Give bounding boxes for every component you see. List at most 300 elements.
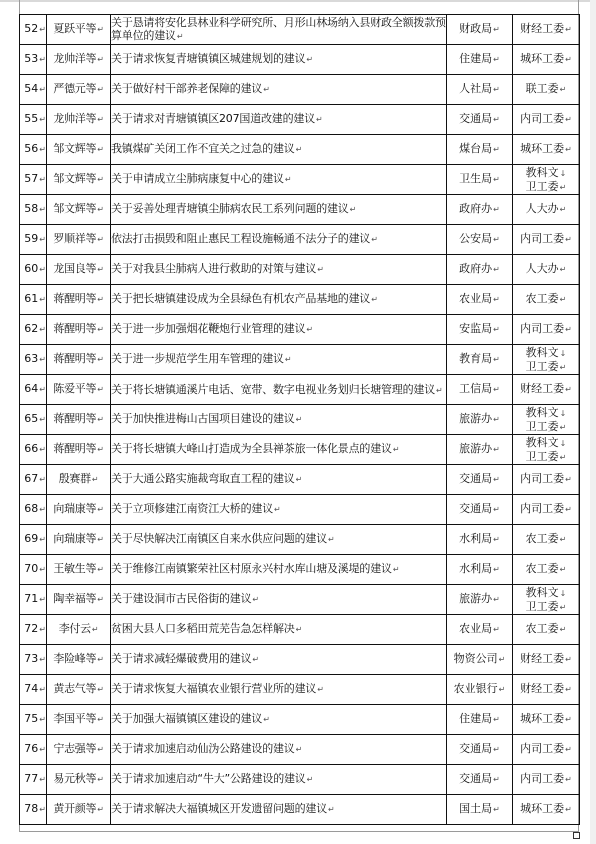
window-right-edge [590, 0, 596, 844]
paragraph-mark-icon: ↵ [306, 55, 313, 64]
row-number-cell[interactable] [20, 525, 47, 555]
handling-department: 农业局 [459, 622, 493, 635]
paragraph-mark-icon: ↵ [493, 115, 500, 124]
paragraph-mark-icon: ↵ [263, 85, 270, 94]
paragraph-mark-icon: ↵ [39, 505, 46, 514]
proposer-name-cell[interactable] [47, 75, 111, 105]
suggestion-title-cell[interactable] [111, 405, 447, 435]
row-number: 58 [24, 202, 39, 215]
handling-department-cell[interactable] [447, 195, 513, 225]
paragraph-mark-icon: ↵ [559, 535, 567, 544]
row-number: 61 [24, 292, 39, 305]
row-number-cell[interactable] [20, 585, 47, 615]
supervising-committee-cell[interactable] [513, 165, 580, 195]
row-number-cell[interactable] [20, 195, 47, 225]
paragraph-mark-icon: ↵ [97, 655, 104, 664]
proposer-name-cell[interactable] [47, 255, 111, 285]
paragraph-mark-icon: ↵ [39, 595, 46, 604]
proposer-name-cell[interactable] [47, 195, 111, 225]
paragraph-mark-icon: ↵ [371, 235, 378, 244]
proposer-name-cell[interactable] [47, 765, 111, 795]
row-number: 64 [24, 382, 39, 395]
row-number-cell[interactable] [20, 45, 47, 75]
row-number-cell[interactable] [20, 285, 47, 315]
suggestion-title-cell[interactable] [111, 495, 447, 525]
proposer-name: 黄开颜等 [53, 802, 97, 815]
row-number: 76 [24, 742, 39, 755]
paragraph-mark-icon: ↵ [559, 182, 567, 192]
row-number-cell[interactable] [20, 15, 47, 45]
paragraph-mark-icon: ↵ [559, 625, 567, 634]
handling-department-cell[interactable] [447, 615, 513, 645]
proposer-name-cell[interactable] [47, 165, 111, 195]
handling-department-cell[interactable] [447, 585, 513, 615]
paragraph-mark-icon: ↵ [493, 235, 500, 244]
paragraph-mark-icon: ↵ [39, 265, 46, 274]
row-number-cell[interactable] [20, 315, 47, 345]
handling-department-cell[interactable] [447, 165, 513, 195]
handling-department-cell[interactable] [447, 555, 513, 585]
committee-line-1: 教科文 [525, 585, 559, 599]
paragraph-mark-icon: ↵ [306, 775, 314, 784]
paragraph-mark-icon: ↵ [97, 175, 104, 184]
committee-line-1: 教科文 [525, 165, 559, 179]
handling-department-cell[interactable] [447, 735, 513, 765]
handling-department-cell[interactable] [447, 45, 513, 75]
proposer-name-cell[interactable] [47, 285, 111, 315]
proposer-name: 蒋醒明等 [53, 442, 97, 455]
paragraph-mark-icon: ↵ [39, 745, 46, 754]
handling-department-cell[interactable] [447, 405, 513, 435]
handling-department: 物资公司 [453, 652, 498, 665]
paragraph-mark-icon: ↵ [39, 805, 46, 814]
paragraph-mark-icon: ↵ [493, 595, 500, 604]
suggestion-title-cell[interactable] [111, 75, 447, 105]
paragraph-mark-icon: ↵ [493, 55, 500, 64]
handling-department-cell[interactable] [447, 765, 513, 795]
paragraph-mark-icon: ↵ [565, 145, 572, 154]
suggestion-title-cell[interactable] [111, 675, 447, 705]
paragraph-mark-icon: ↵ [39, 535, 46, 544]
row-number-cell[interactable] [20, 465, 47, 495]
paragraph-mark-icon: ↵ [97, 85, 104, 94]
line-break-arrow-icon: ↓ [559, 438, 567, 448]
supervising-committee-cell[interactable] [513, 525, 580, 555]
row-number-cell[interactable] [20, 735, 47, 765]
proposer-name: 蒋醒明等 [53, 322, 97, 335]
table-row [20, 525, 580, 555]
line-break-arrow-icon: ↓ [559, 348, 567, 358]
table-row [20, 495, 580, 525]
paragraph-mark-icon: ↵ [493, 535, 500, 544]
proposer-name-cell[interactable] [47, 135, 111, 165]
suggestion-title-cell[interactable] [111, 165, 447, 195]
paragraph-mark-icon: ↵ [498, 685, 506, 694]
paragraph-mark-icon: ↵ [493, 805, 500, 814]
row-number-cell[interactable] [20, 75, 47, 105]
table-row [20, 105, 580, 135]
suggestion-title-cell[interactable] [111, 435, 447, 465]
suggestion-title-cell[interactable] [111, 15, 447, 45]
handling-department-cell[interactable] [447, 435, 513, 465]
row-number-cell[interactable] [20, 255, 47, 285]
row-number-cell[interactable] [20, 495, 47, 525]
table-row [20, 285, 580, 315]
row-number-cell[interactable] [20, 135, 47, 165]
paragraph-mark-icon: ↵ [97, 235, 104, 244]
paragraph-mark-icon: ↵ [493, 625, 500, 634]
proposer-name: 蒋醒明等 [53, 352, 97, 365]
paragraph-mark-icon: ↵ [97, 25, 104, 34]
handling-department: 交通局 [459, 742, 493, 755]
handling-department-cell[interactable] [447, 75, 513, 105]
handling-department-cell[interactable] [447, 375, 513, 405]
handling-department: 交通局 [459, 502, 493, 515]
proposer-name: 易元秋等 [53, 772, 97, 785]
proposer-name: 邹文辉等 [53, 172, 97, 185]
handling-department-cell[interactable] [447, 645, 513, 675]
supervising-committee-cell[interactable] [513, 645, 580, 675]
row-number: 57 [24, 172, 39, 185]
paragraph-mark-icon: ↵ [91, 475, 99, 484]
paragraph-mark-icon: ↵ [97, 415, 104, 424]
suggestion-title-cell[interactable] [111, 645, 447, 675]
handling-department-cell[interactable] [447, 525, 513, 555]
committee-line-1: 教科文 [525, 405, 559, 419]
supervising-committee-cell[interactable] [513, 435, 580, 465]
paragraph-mark-icon: ↵ [97, 745, 104, 754]
suggestions-table [19, 14, 580, 825]
supervising-committee: 内司工委 [520, 772, 565, 785]
paragraph-mark-icon: ↵ [39, 145, 46, 154]
paragraph-mark-icon: ↵ [39, 775, 46, 784]
proposer-name-cell[interactable] [47, 15, 111, 45]
row-number-cell[interactable] [20, 645, 47, 675]
paragraph-mark-icon: ↵ [39, 565, 46, 574]
suggestion-title-cell[interactable] [111, 615, 447, 645]
paragraph-mark-icon: ↵ [317, 265, 324, 274]
suggestion-title-cell[interactable] [111, 255, 447, 285]
proposer-name: 蒋醒明等 [53, 412, 97, 425]
proposer-name: 殷赛群 [58, 472, 91, 485]
suggestion-title-cell[interactable] [111, 135, 447, 165]
suggestion-title-cell[interactable] [111, 555, 447, 585]
handling-department: 农业局 [459, 292, 493, 305]
table-row [20, 765, 580, 795]
handling-department-cell[interactable] [447, 345, 513, 375]
proposer-name: 黄志气等 [53, 682, 97, 695]
paragraph-mark-icon: ↵ [39, 325, 46, 334]
row-number: 74 [24, 682, 39, 695]
paragraph-mark-icon: ↵ [97, 295, 104, 304]
row-number-cell[interactable] [20, 165, 47, 195]
row-number-cell[interactable] [20, 375, 47, 405]
handling-department: 住建局 [459, 52, 493, 65]
paragraph-mark-icon: ↵ [349, 205, 357, 214]
suggestion-title-cell[interactable] [111, 285, 447, 315]
row-number: 60 [24, 262, 39, 275]
paragraph-mark-icon: ↵ [493, 565, 500, 574]
proposer-name: 李险峰等 [53, 652, 97, 665]
handling-department-cell[interactable] [447, 135, 513, 165]
proposer-name-cell[interactable] [47, 375, 111, 405]
row-number: 53 [24, 52, 39, 65]
supervising-committee: 农工委 [525, 562, 559, 575]
paragraph-mark-icon: ↵ [97, 145, 104, 154]
supervising-committee-cell[interactable] [513, 465, 580, 495]
row-number-cell[interactable] [20, 615, 47, 645]
paragraph-mark-icon: ↵ [97, 115, 104, 124]
proposer-name-cell[interactable] [47, 465, 111, 495]
row-number: 71 [24, 592, 39, 605]
table-row [20, 375, 580, 405]
handling-department: 交通局 [459, 472, 493, 485]
proposer-name-cell[interactable] [47, 705, 111, 735]
paragraph-mark-icon: ↵ [39, 415, 46, 424]
handling-department-cell[interactable] [447, 285, 513, 315]
paragraph-mark-icon: ↵ [328, 535, 335, 544]
suggestion-title: 关于维修江南镇繁荣社区村原永兴村水库山塘及溪堤的建议 [111, 562, 392, 575]
proposer-name-cell[interactable] [47, 795, 111, 825]
supervising-committee-cell[interactable] [513, 795, 580, 825]
paragraph-mark-icon: ↵ [565, 55, 572, 64]
row-number-cell[interactable] [20, 705, 47, 735]
paragraph-mark-icon: ↵ [263, 715, 270, 724]
suggestion-title: 关于大通公路实施裁弯取直工程的建议 [111, 472, 295, 485]
proposer-name: 李付云 [58, 622, 91, 635]
proposer-name-cell[interactable] [47, 435, 111, 465]
row-number-cell[interactable] [20, 555, 47, 585]
proposer-name: 邹文辉等 [53, 142, 97, 155]
paragraph-mark-icon: ↵ [317, 685, 324, 694]
handling-department-cell[interactable] [447, 225, 513, 255]
paragraph-mark-icon: ↵ [493, 475, 500, 484]
suggestion-title-cell[interactable] [111, 45, 447, 75]
paragraph-mark-icon: ↵ [493, 715, 500, 724]
suggestion-title-cell[interactable] [111, 315, 447, 345]
suggestion-title: 关于请求对青塘镇镇区207国道改建的建议 [111, 112, 315, 125]
proposer-name-cell[interactable] [47, 525, 111, 555]
supervising-committee: 联工委 [525, 82, 559, 95]
paragraph-mark-icon: ↵ [493, 415, 500, 424]
paragraph-mark-icon: ↵ [295, 415, 303, 424]
supervising-committee: 内司工委 [520, 322, 565, 335]
suggestion-title-cell[interactable] [111, 225, 447, 255]
supervising-committee-cell[interactable] [513, 375, 580, 405]
proposer-name: 龙帅洋等 [53, 112, 97, 125]
suggestion-title: 关于恳请将安化县林业科学研究所、月形山林场纳入县财政全额拨款预算单位的建议 [111, 16, 446, 42]
supervising-committee-cell[interactable] [513, 705, 580, 735]
paragraph-mark-icon: ↵ [559, 602, 567, 612]
row-number-cell[interactable] [20, 765, 47, 795]
proposer-name-cell[interactable] [47, 585, 111, 615]
suggestion-title-cell[interactable] [111, 105, 447, 135]
handling-department: 水利局 [459, 562, 493, 575]
proposer-name-cell[interactable] [47, 315, 111, 345]
suggestion-title: 贫困大县人口多稻田荒芜告急怎样解决 [111, 622, 295, 635]
supervising-committee-cell[interactable] [513, 45, 580, 75]
supervising-committee: 内司工委 [520, 742, 565, 755]
suggestion-title-cell[interactable] [111, 345, 447, 375]
row-number: 54 [24, 82, 39, 95]
supervising-committee-cell[interactable] [513, 345, 580, 375]
supervising-committee-cell[interactable] [513, 675, 580, 705]
handling-department-cell[interactable] [447, 795, 513, 825]
row-number: 73 [24, 652, 39, 665]
suggestion-title-cell[interactable] [111, 375, 447, 405]
paragraph-mark-icon: ↵ [559, 295, 567, 304]
row-number: 55 [24, 112, 39, 125]
proposer-name: 陈爱平等 [53, 382, 97, 395]
proposer-name: 宁志强等 [53, 742, 97, 755]
handling-department-cell[interactable] [447, 315, 513, 345]
committee-line-2: 卫工委 [525, 449, 559, 463]
table-row [20, 795, 580, 825]
suggestion-title-cell[interactable] [111, 195, 447, 225]
suggestion-title-cell[interactable] [111, 585, 447, 615]
bottom-margin-guide [19, 831, 579, 832]
table-row [20, 195, 580, 225]
row-number-cell[interactable] [20, 405, 47, 435]
supervising-committee-cell[interactable] [513, 255, 580, 285]
supervising-committee-cell[interactable] [513, 615, 580, 645]
paragraph-mark-icon: ↵ [39, 175, 46, 184]
table-row [20, 135, 580, 165]
supervising-committee-cell[interactable] [513, 495, 580, 525]
proposer-name-cell[interactable] [47, 105, 111, 135]
paragraph-mark-icon: ↵ [436, 385, 443, 395]
paragraph-mark-icon: ↵ [295, 745, 303, 754]
suggestion-title: 关于请求解决大福镇城区开发遗留问题的建议 [111, 802, 327, 815]
supervising-committee-cell[interactable] [513, 75, 580, 105]
row-number: 72 [24, 622, 39, 635]
supervising-committee-cell[interactable] [513, 585, 580, 615]
proposer-name-cell[interactable] [47, 405, 111, 435]
handling-department: 政府办 [459, 202, 493, 215]
row-number-cell[interactable] [20, 435, 47, 465]
proposer-name-cell[interactable] [47, 45, 111, 75]
supervising-committee: 人大办 [525, 262, 559, 275]
handling-department-cell[interactable] [447, 495, 513, 525]
handling-department-cell[interactable] [447, 105, 513, 135]
row-number: 52 [24, 22, 39, 35]
suggestion-title-cell[interactable] [111, 765, 447, 795]
handling-department-cell[interactable] [447, 465, 513, 495]
handling-department-cell[interactable] [447, 675, 513, 705]
handling-department: 旅游办 [459, 442, 493, 455]
paragraph-mark-icon: ↵ [39, 85, 46, 94]
paragraph-mark-icon: ↵ [493, 355, 500, 364]
supervising-committee-cell[interactable] [513, 105, 580, 135]
proposer-name-cell[interactable] [47, 615, 111, 645]
handling-department: 公安局 [459, 232, 493, 245]
suggestion-title-cell[interactable] [111, 465, 447, 495]
suggestion-title: 关于对我县尘肺病人进行救助的对策与建议 [111, 262, 317, 275]
supervising-committee-cell[interactable] [513, 405, 580, 435]
handling-department-cell[interactable] [447, 255, 513, 285]
supervising-committee-cell[interactable] [513, 735, 580, 765]
paragraph-mark-icon: ↵ [176, 32, 184, 41]
proposer-name-cell[interactable] [47, 225, 111, 255]
suggestion-title: 关于申请成立尘肺病康复中心的建议 [111, 172, 284, 185]
handling-department: 财政局 [459, 22, 493, 35]
proposer-name-cell[interactable] [47, 495, 111, 525]
proposer-name-cell[interactable] [47, 555, 111, 585]
handling-department: 教育局 [459, 352, 493, 365]
supervising-committee-cell[interactable] [513, 225, 580, 255]
row-number-cell[interactable] [20, 675, 47, 705]
paragraph-mark-icon: ↵ [295, 145, 303, 154]
suggestion-title: 关于把长塘镇建设成为全县绿色有机农产品基地的建议 [111, 292, 371, 305]
suggestion-title: 关于请求减轻爆破费用的建议 [111, 652, 252, 665]
suggestion-title: 关于进一步加强烟花鞭炮行业管理的建议 [111, 322, 306, 335]
handling-department-cell[interactable] [447, 15, 513, 45]
handling-department: 政府办 [459, 262, 493, 275]
committee-line-2: 卫工委 [525, 359, 559, 373]
suggestion-title-cell[interactable] [111, 525, 447, 555]
row-number-cell[interactable] [20, 345, 47, 375]
supervising-committee-cell[interactable] [513, 135, 580, 165]
row-number-cell[interactable] [20, 105, 47, 135]
paragraph-mark-icon: ↵ [39, 685, 46, 694]
proposer-name-cell[interactable] [47, 675, 111, 705]
paragraph-mark-icon: ↵ [39, 55, 46, 64]
row-number: 68 [24, 502, 39, 515]
paragraph-mark-icon: ↵ [97, 205, 104, 214]
paragraph-mark-icon: ↵ [39, 235, 46, 244]
table-row [20, 705, 580, 735]
handling-department: 农业银行 [453, 682, 498, 695]
row-number-cell[interactable] [20, 795, 47, 825]
row-number: 70 [24, 562, 39, 575]
paragraph-mark-icon: ↵ [252, 595, 259, 604]
paragraph-mark-icon: ↵ [91, 625, 99, 634]
proposer-name: 王敏生等 [53, 562, 97, 575]
row-number-cell[interactable] [20, 225, 47, 255]
supervising-committee-cell[interactable] [513, 15, 580, 45]
row-number: 65 [24, 412, 39, 425]
proposer-name-cell[interactable] [47, 345, 111, 375]
paragraph-mark-icon: ↵ [493, 775, 500, 784]
supervising-committee-cell[interactable] [513, 555, 580, 585]
paragraph-mark-icon: ↵ [39, 115, 46, 124]
suggestion-title-cell[interactable] [111, 705, 447, 735]
supervising-committee: 城环工委 [520, 142, 565, 155]
table-resize-handle[interactable] [573, 832, 580, 839]
paragraph-mark-icon: ↵ [97, 805, 104, 814]
row-number: 67 [24, 472, 39, 485]
paragraph-mark-icon: ↵ [284, 175, 292, 184]
suggestion-title-cell[interactable] [111, 795, 447, 825]
suggestion-title: 关于请求恢复大福镇农业银行营业所的建议 [111, 682, 317, 695]
proposer-name-cell[interactable] [47, 735, 111, 765]
handling-department: 住建局 [459, 712, 493, 725]
handling-department-cell[interactable] [447, 705, 513, 735]
paragraph-mark-icon: ↵ [565, 775, 572, 784]
supervising-committee-cell[interactable] [513, 765, 580, 795]
row-number: 66 [24, 442, 39, 455]
supervising-committee: 财经工委 [520, 382, 565, 395]
paragraph-mark-icon: ↵ [295, 475, 303, 484]
supervising-committee-cell[interactable] [513, 195, 580, 225]
suggestion-title-cell[interactable] [111, 735, 447, 765]
paragraph-mark-icon: ↵ [565, 715, 572, 724]
paragraph-mark-icon: ↵ [97, 325, 104, 334]
supervising-committee-cell[interactable] [513, 315, 580, 345]
proposer-name-cell[interactable] [47, 645, 111, 675]
handling-department: 安监局 [459, 322, 493, 335]
supervising-committee-cell[interactable] [513, 285, 580, 315]
